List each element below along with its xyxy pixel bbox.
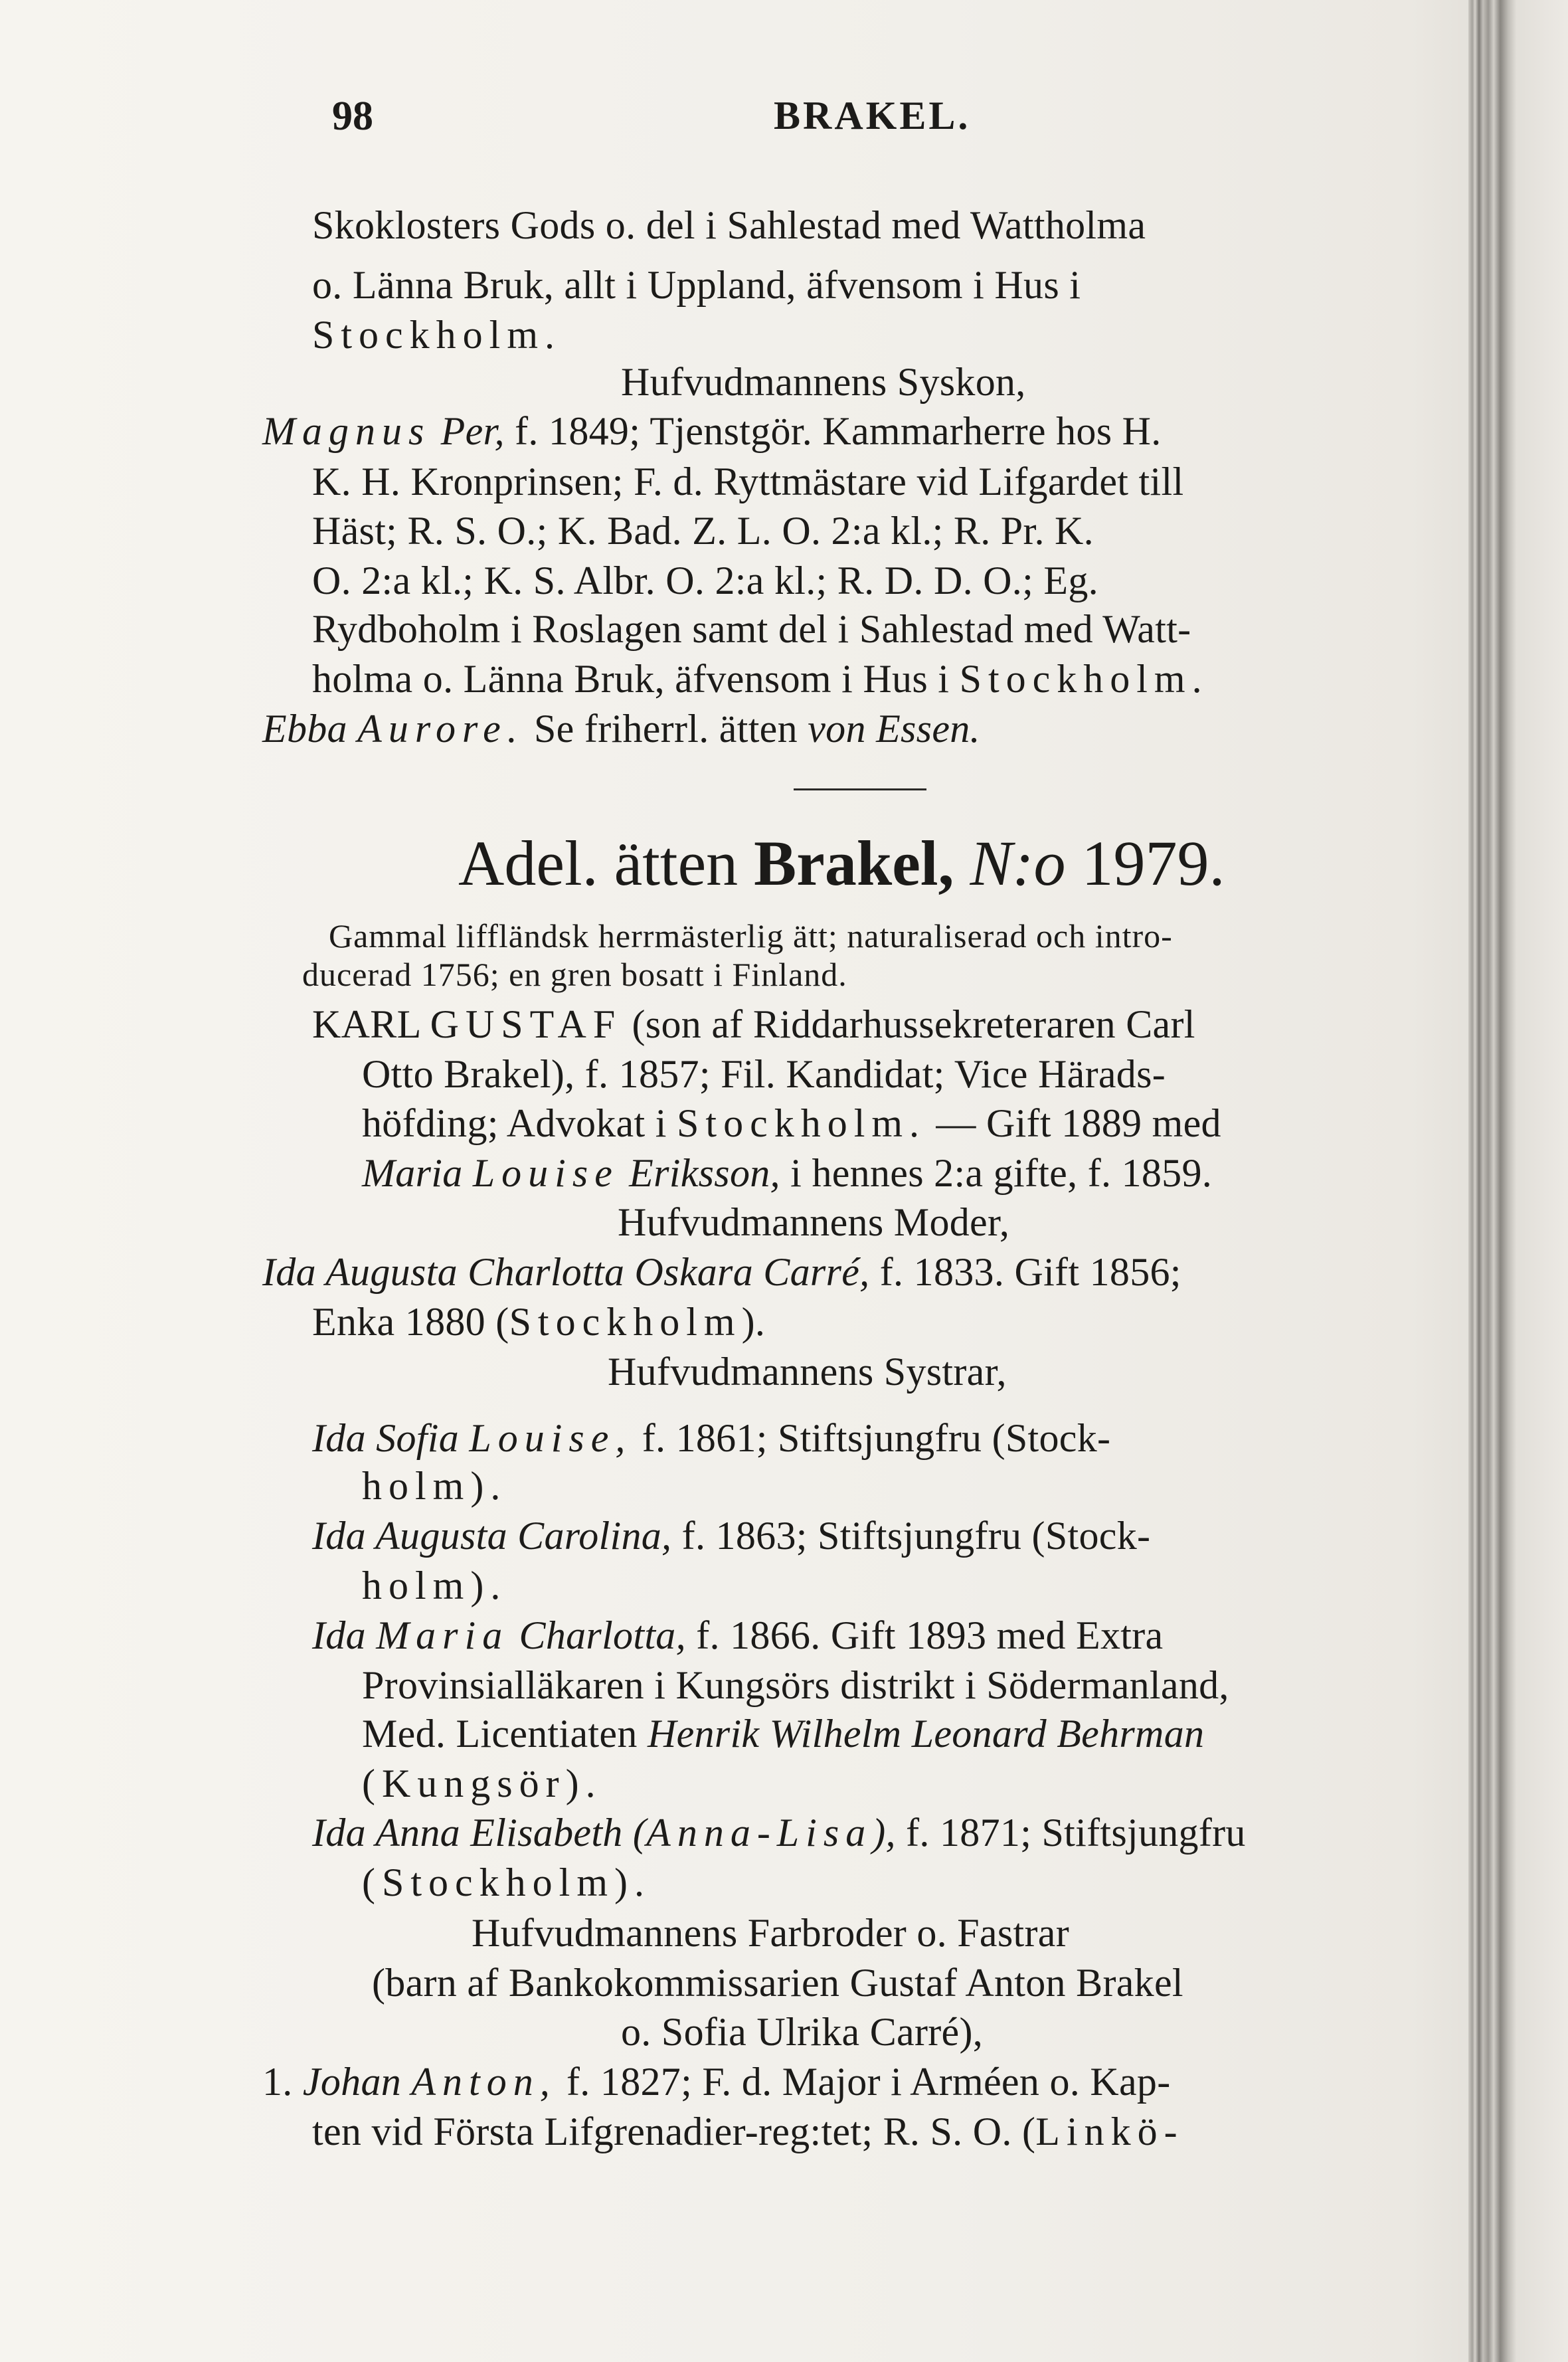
text-span: ). xyxy=(741,1300,766,1344)
text-line xyxy=(262,2057,1171,2106)
text-span: f. 1863; Stiftsjungfru (Stock- xyxy=(681,1514,1151,1558)
person-name: Anna-Lisa xyxy=(646,1811,873,1855)
text-span: Häst; R. S. O.; K. Bad. Z. L. O. 2:a kl.; R. Pr. K. xyxy=(312,509,1094,553)
text-span: höfding; Advokat i xyxy=(362,1101,667,1145)
text-span: holma o. Länna Bruk, äfvensom i Hus i xyxy=(312,657,950,701)
section-heading xyxy=(458,827,1225,900)
family-name: von Essen. xyxy=(808,707,980,751)
text-span: holm). xyxy=(362,1464,507,1508)
text-line xyxy=(312,604,1191,654)
text-span: (Stockholm). xyxy=(362,1861,651,1904)
person-name: Eriksson, xyxy=(629,1151,780,1195)
text-line xyxy=(262,407,1162,456)
heading-number: 1979. xyxy=(1081,828,1225,899)
description-line xyxy=(302,954,847,995)
text-span: f. 1833. Gift 1856; xyxy=(879,1250,1181,1294)
text-line xyxy=(262,704,980,753)
text-line xyxy=(362,1858,651,1907)
text-span: Med. Licentiaten xyxy=(362,1712,638,1756)
text-line xyxy=(372,1958,1183,2007)
text-span: f. 1871; Stiftsjungfru xyxy=(906,1811,1246,1855)
subheading xyxy=(621,357,1026,407)
text-line xyxy=(312,654,1209,703)
person-name: GUSTAF xyxy=(430,1002,622,1046)
text-line xyxy=(362,1148,1212,1198)
text-line xyxy=(312,1000,1195,1049)
text-span: K. H. Kronprinsen; F. d. Ryttmästare vid Lifgardet till xyxy=(312,460,1184,503)
text-line xyxy=(262,1247,1181,1297)
text-span: — Gift 1889 med xyxy=(936,1101,1221,1145)
text-span: Stockholm. xyxy=(677,1101,926,1145)
person-name: Louise xyxy=(472,1151,619,1195)
text-span: Otto Brakel), f. 1857; Fil. Kandidat; Vice Härads- xyxy=(362,1052,1166,1096)
subheading-text: Hufvudmannens Syskon, xyxy=(621,360,1026,404)
subheading-text: Hufvudmannens Moder, xyxy=(618,1200,1010,1244)
text-line xyxy=(312,1808,1246,1857)
text-span: Linkö- xyxy=(1035,2110,1184,2153)
text-span: f. 1866. Gift 1893 med Extra xyxy=(696,1613,1164,1657)
text-line xyxy=(362,1759,602,1808)
heading-text: Adel. ätten xyxy=(458,828,739,899)
text-span: Se friherrl. ätten xyxy=(534,707,798,751)
person-name: Ida Augusta Charlotta Oskara Carré, xyxy=(262,1250,870,1294)
person-name: Aurore. xyxy=(357,707,524,751)
text-span: Enka 1880 ( xyxy=(312,1300,509,1344)
text-span: O. 2:a kl.; K. S. Albr. O. 2:a kl.; R. D. D. O.; Eg. xyxy=(312,559,1098,602)
text-line xyxy=(362,1049,1166,1099)
subheading xyxy=(608,1347,1007,1396)
text-span: f. 1861; Stiftsjungfru (Stock- xyxy=(642,1416,1111,1460)
person-name: Henrik Wilhelm Leonard Behrman xyxy=(647,1712,1205,1756)
family-name: Brakel, xyxy=(754,828,954,899)
subheading-text: Hufvudmannens Systrar, xyxy=(608,1350,1007,1394)
person-name: Magnus xyxy=(262,409,431,453)
text-span: (Kungsör). xyxy=(362,1762,602,1805)
person-name: Maria xyxy=(362,1151,463,1195)
text-line xyxy=(362,1099,1221,1148)
text-span: ducerad 1756; en gren bosatt i Finland. xyxy=(302,956,847,993)
text-span: (son af Riddarhussekreteraren Carl xyxy=(632,1002,1195,1046)
person-name: Louise, xyxy=(469,1416,632,1460)
text-line xyxy=(312,457,1183,506)
person-name: KARL xyxy=(312,1002,420,1046)
text-line xyxy=(312,556,1098,605)
text-line xyxy=(312,201,1146,250)
text-line xyxy=(312,506,1094,555)
text-line xyxy=(312,1297,765,1346)
page-number: 98 xyxy=(332,94,373,139)
section-divider xyxy=(794,788,926,790)
text-span: Stockholm xyxy=(509,1300,742,1344)
text-line xyxy=(621,2007,983,2056)
text-span: f. 1827; F. d. Major i Arméen o. Kap- xyxy=(566,2060,1171,2104)
text-span: Provinsialläkaren i Kungsörs distrikt i Södermanland, xyxy=(362,1663,1229,1707)
text-line xyxy=(312,2107,1184,2156)
text-span: ten vid Första Lifgrenadier-reg:tet; R. S. O. ( xyxy=(312,2110,1036,2153)
text-line xyxy=(362,1461,507,1510)
text-span: i hennes 2:a gifte, f. 1859. xyxy=(790,1151,1213,1195)
text-span: o. Länna Bruk, allt i Uppland, äfvensom i Hus i xyxy=(312,263,1081,307)
person-name: Ebba xyxy=(262,707,347,751)
subheading-text: Hufvudmannens Farbroder o. Fastrar xyxy=(472,1911,1069,1955)
text-span: Rydboholm i Roslagen samt del i Sahlestad med Watt- xyxy=(312,607,1191,651)
person-name: Ida Sofia xyxy=(312,1416,460,1460)
text-span: Skoklosters Gods o. del i Sahlestad med Wattholma xyxy=(312,203,1146,247)
person-name: Maria xyxy=(376,1613,509,1657)
list-number: 1. xyxy=(262,2060,293,2104)
person-name: Per, xyxy=(440,409,505,453)
running-head: BRAKEL. xyxy=(774,94,971,137)
text-line xyxy=(312,1611,1163,1660)
text-line xyxy=(362,1661,1229,1710)
person-name: Charlotta, xyxy=(519,1613,686,1657)
text-line xyxy=(362,1561,507,1610)
text-span: Stockholm. xyxy=(312,313,562,357)
person-name: Ida Anna Elisabeth ( xyxy=(312,1811,647,1855)
book-binding-edge xyxy=(1468,0,1568,2362)
subheading xyxy=(472,1908,1069,1957)
text-span: o. Sofia Ulrika Carré), xyxy=(621,2010,984,2054)
text-line xyxy=(312,1413,1110,1463)
person-name: Johan xyxy=(302,2060,402,2104)
text-span: Stockholm. xyxy=(959,657,1209,701)
person-name: Ida xyxy=(312,1613,366,1657)
text-line xyxy=(312,260,1081,310)
heading-text: N:o xyxy=(970,828,1066,899)
text-line xyxy=(362,1709,1204,1758)
text-span: Gammal liffländsk herrmästerlig ätt; naturaliserad och intro- xyxy=(329,917,1173,954)
text-line xyxy=(312,1511,1150,1560)
text-span: (barn af Bankokommissarien Gustaf Anton Brakel xyxy=(372,1961,1183,2005)
person-name: Anton, xyxy=(411,2060,557,2104)
text-span: holm). xyxy=(362,1564,507,1607)
text-line xyxy=(312,310,561,359)
subheading xyxy=(618,1198,1009,1247)
description-line xyxy=(329,915,1173,956)
person-name: ), xyxy=(872,1811,896,1855)
person-name: Ida Augusta Carolina, xyxy=(312,1514,672,1558)
text-span: f. 1849; Tjenstgör. Kammarherre hos H. xyxy=(515,409,1162,453)
